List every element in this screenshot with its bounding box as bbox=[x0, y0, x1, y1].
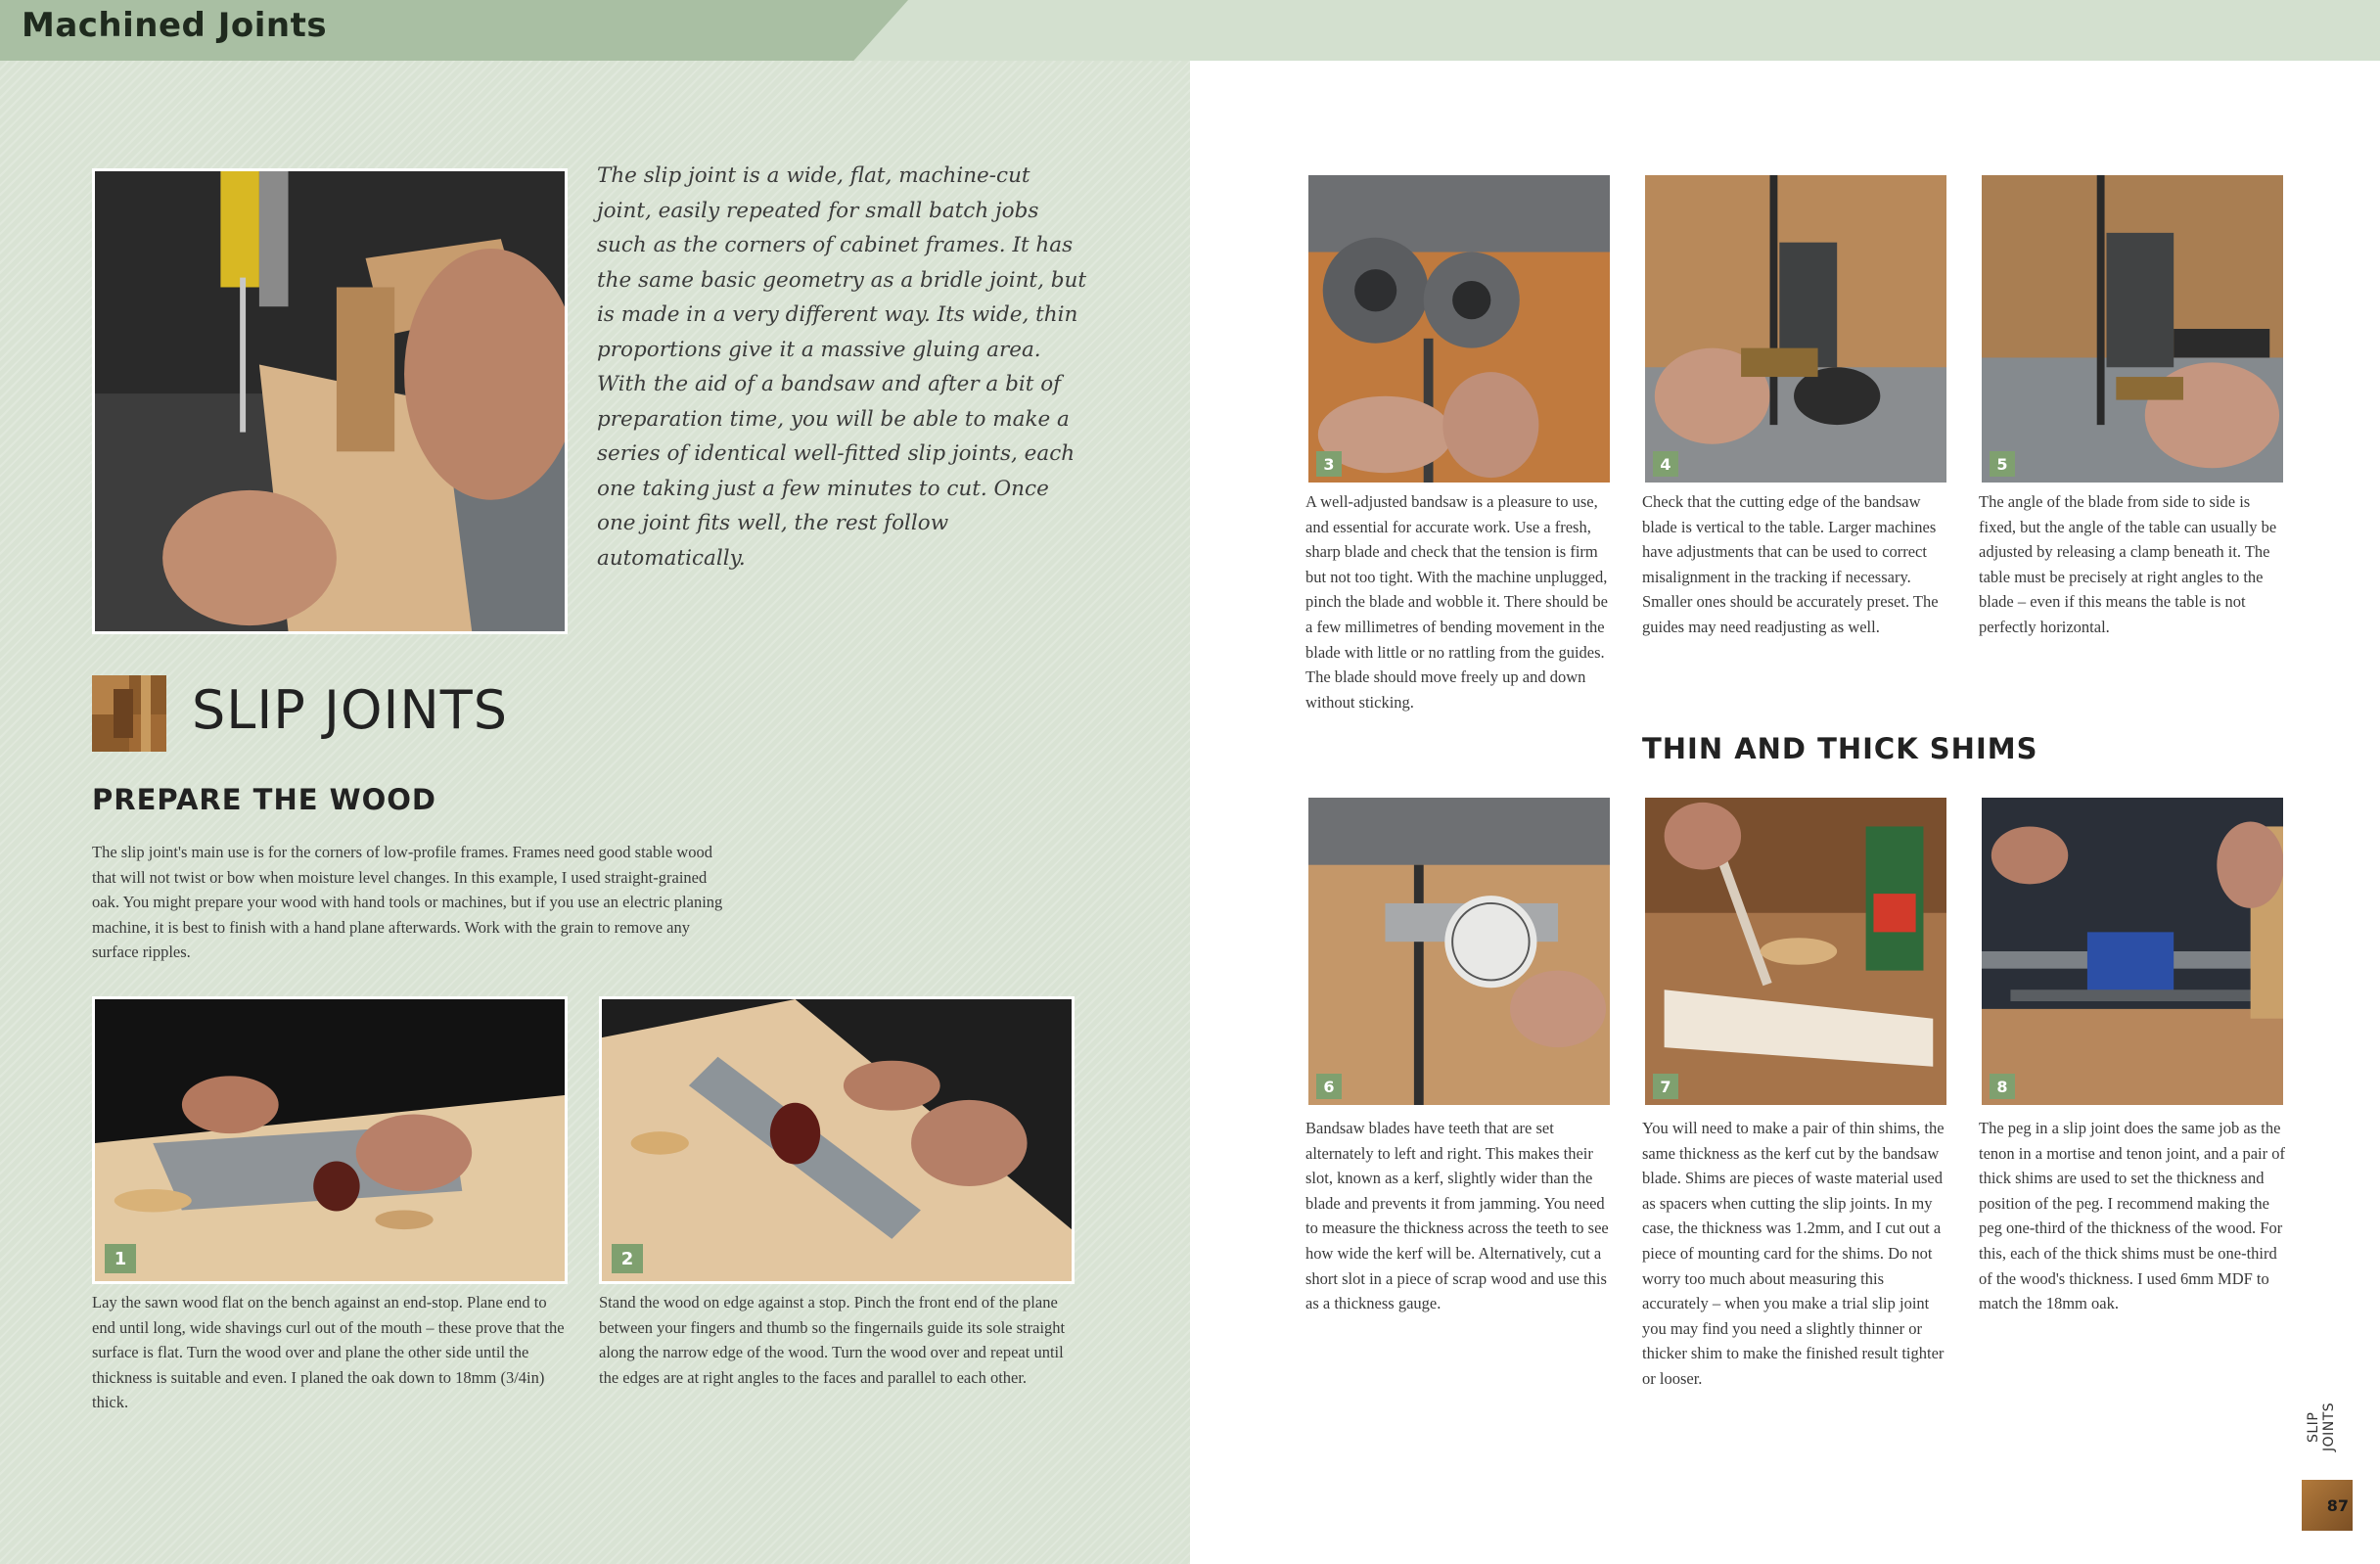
chapter-title: Machined Joints bbox=[22, 6, 328, 45]
prepare-text: The slip joint's main use is for the corners of low-profile frames. Frames need good stable wood that will not twist or bow when moisture level changes. In this example, I used straight-grained oak. You might prepare your wood with hand tools or machines, but if you use an electric planing machine, it is best to finish with a hand plane afterwards. Work with the grain to remove any surface ripples. bbox=[92, 843, 723, 962]
step-1-caption: Lay the sawn wood flat on the bench against an end-stop. Plane end to end until long, wide shavings curl out of the mouth – these prove that the surface is flat. Turn the wood over and plane the other side until the thickness is suitable and even. I planed the oak down to 18mm (3/4in) thick. bbox=[92, 1293, 565, 1412]
step-5-caption: The angle of the blade from side to side is fixed, but the angle of the table can usually be adjusted by releasing a clamp beneath it. The table must be precisely at right angles to the blade – even if this means the table is not perfectly horizontal. bbox=[1979, 492, 2277, 636]
joint-icon bbox=[92, 675, 166, 752]
step-6-number: 6 bbox=[1316, 1074, 1342, 1099]
prepare-heading: PREPARE THE WOOD bbox=[92, 783, 436, 816]
step-3-number: 3 bbox=[1316, 451, 1342, 477]
step-6-photo bbox=[1305, 795, 1613, 1108]
page-number: 87 bbox=[2302, 1480, 2353, 1531]
step-7-photo bbox=[1642, 795, 1949, 1108]
step-2-caption: Stand the wood on edge against a stop. Pinch the front end of the plane between your fingers and thumb so the fingernails guide its sole straight along the narrow edge of the wood. Turn the wood over and repeat until the edges are at right angles to the faces and parallel to each other. bbox=[599, 1293, 1066, 1387]
step-5-photo bbox=[1979, 172, 2286, 485]
step-3-photo bbox=[1305, 172, 1613, 485]
step-1-number: 1 bbox=[105, 1244, 136, 1273]
step-7-caption: You will need to make a pair of thin shims, the same thickness as the kerf cut by the bandsaw blade. Shims are pieces of waste material used as spacers when cutting the slip joints. In my case, the thickness was 1.2mm, and I cut out a piece of mounting card for the shims. Do not worry too much about measuring this accurately – when you make a trial slip joint you may find you need a slightly thinner or thicker shim to make the finished result tighter or looser. bbox=[1642, 1119, 1945, 1388]
step-8-number: 8 bbox=[1990, 1074, 2015, 1099]
shims-heading: THIN AND THICK SHIMS bbox=[1642, 732, 2038, 765]
step-2-photo bbox=[599, 996, 1075, 1284]
step-4-photo bbox=[1642, 172, 1949, 485]
step-5-number: 5 bbox=[1990, 451, 2015, 477]
step-6-caption: Bandsaw blades have teeth that are set alternately to left and right. This makes their slot, known as a kerf, slightly wider than the blade and prevents it from jamming. You need to measure the thickness across the teeth to see how wide the kerf will be. Alternatively, cut a short slot in a piece of scrap wood and use this as a thickness gauge. bbox=[1305, 1119, 1609, 1313]
step-8-caption: The peg in a slip joint does the same job as the tenon in a mortise and tenon joint, and a pair of thick shims are used to set the thickness and position of the peg. I recommend making the peg one-third of the thickness of the wood. For this, each of the thick shims must be one-third of the wood's thickness. I used 6mm MDF to match the 18mm oak. bbox=[1979, 1119, 2285, 1313]
step-4-caption: Check that the cutting edge of the bandsaw blade is vertical to the table. Larger machines have adjustments that can be used to correct misalignment in the tracking if necessary. Smaller ones should be accurately preset. The guides may need readjusting as well. bbox=[1642, 492, 1939, 636]
intro-paragraph: The slip joint is a wide, flat, machine-cut joint, easily repeated for small batch jobs such as the corners of cabinet frames. It has the same basic geometry as a bridle joint, but is made in a very different way. Its wide, thin proportions give it a massive gluing area. With the aid of a bandsaw and after a bit of preparation time, you will be able to make a series of identical well-fitted slip joints, each one taking just a few minutes to cut. Once one joint fits well, the rest follow automatically. bbox=[597, 163, 1086, 571]
side-tab-label: SLIP JOINTS bbox=[2306, 1402, 2337, 1452]
hero-photo bbox=[92, 168, 568, 634]
step-7-number: 7 bbox=[1653, 1074, 1678, 1099]
step-3-caption: A well-adjusted bandsaw is a pleasure to use, and essential for accurate work. Use a fresh, sharp blade and check that the tension is firm but not too tight. With the machine unplugged, pinch the blade and wobble it. There should be a few millimetres of bending movement in the blade with little or no rattling from the guides. The blade should move freely up and down without sticking. bbox=[1305, 492, 1608, 712]
step-4-number: 4 bbox=[1653, 451, 1678, 477]
section-title: SLIP JOINTS bbox=[192, 679, 509, 741]
step-2-number: 2 bbox=[612, 1244, 643, 1273]
step-8-photo bbox=[1979, 795, 2286, 1108]
step-1-photo bbox=[92, 996, 568, 1284]
